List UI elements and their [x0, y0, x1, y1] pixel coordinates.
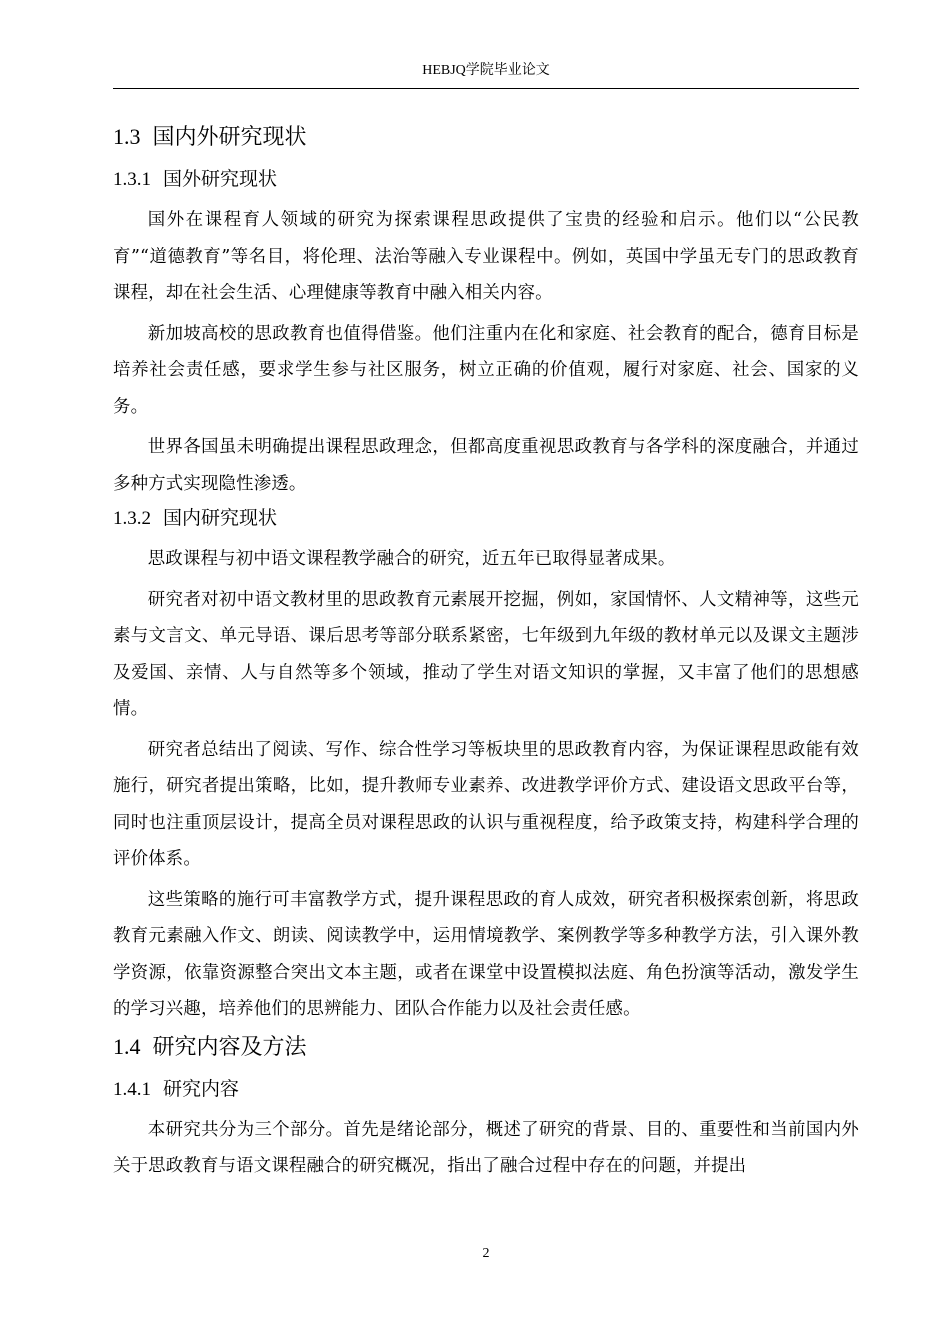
section-number: 1.4.1: [113, 1078, 151, 1100]
paragraph: 世界各国虽未明确提出课程思政理念，但都高度重视思政教育与各学科的深度融合，并通过多种方式实现隐性渗透。: [113, 437, 859, 494]
section-heading-1-3: [113, 124, 859, 151]
section-heading-1-3-1: [113, 167, 859, 192]
section-title: 研究内容: [163, 1077, 240, 1100]
paragraph: 研究者总结出了阅读、写作、综合性学习等板块里的思政教育内容，为保证课程思政能有效施行，研究者提出策略，比如，提升教师专业素养、改进教学评价方式、建设语文思政平台等，同时也注重顶层设计，提高全员对课程思政的认识与重视程度，给予政策支持，构建科学合理的评价体系。: [113, 739, 859, 869]
section-heading-1-3-2: [113, 506, 859, 531]
section-number: 1.3.2: [113, 508, 151, 529]
paragraph: 国外在课程育人领域的研究为探索课程思政提供了宝贵的经验和启示。他们以“公民教育”“道德教育”等名目，将伦理、法治等融入专业课程中。例如，英国中学虽无专门的思政教育课程，却在社会生活、心理健康等教育中融入相关内容。: [113, 210, 859, 303]
section-title: 国内研究现状: [163, 507, 278, 529]
header-rule: [113, 88, 859, 89]
running-header: HEBJQ学院毕业论文: [422, 63, 550, 78]
section-number: 1.3: [113, 124, 141, 149]
section-title: 国外研究现状: [163, 168, 278, 190]
section-heading-1-4-1: [113, 1077, 859, 1102]
paragraph: 思政课程与初中语文课程教学融合的研究，近五年已取得显著成果。: [147, 549, 676, 569]
section-title: 国内外研究现状: [152, 125, 307, 150]
paragraph: 本研究共分为三个部分。首先是绪论部分，概述了研究的背景、目的、重要性和当前国内外关于思政教育与语文课程融合的研究概况，指出了融合过程中存在的问题，并提出: [113, 1119, 859, 1176]
page-body: [113, 118, 859, 1189]
paragraph: 新加坡高校的思政教育也值得借鉴。他们注重内在化和家庭、社会教育的配合，德育目标是培养社会责任感，要求学生参与社区服务，树立正确的价值观，履行对家庭、社会、国家的义务。: [113, 323, 859, 417]
section-number: 1.4: [113, 1033, 141, 1059]
section-number: 1.3.1: [113, 169, 151, 190]
page-number: 2: [482, 1246, 490, 1261]
section-title: 研究内容及方法: [152, 1034, 307, 1060]
paragraph: 这些策略的施行可丰富教学方式，提升课程思政的育人成效，研究者积极探索创新，将思政教育元素融入作文、朗读、阅读教学中，运用情境教学、案例教学等多种教学方法，引入课外教学资源，依靠资源整合突出文本主题，或者在课堂中设置模拟法庭、角色扮演等活动，激发学生的学习兴趣，培养他们的思辨能力、团队合作能力以及社会责任感。: [113, 889, 859, 1019]
section-heading-1-4: [113, 1034, 859, 1061]
paragraph: 研究者对初中语文教材里的思政教育元素展开挖掘，例如，家国情怀、人文精神等，这些元素与文言文、单元导语、课后思考等部分联系紧密，七年级到九年级的教材单元以及课文主题涉及爱国、亲情、人与自然等多个领域，推动了学生对语文知识的掌握，又丰富了他们的思想感情。: [113, 589, 859, 719]
